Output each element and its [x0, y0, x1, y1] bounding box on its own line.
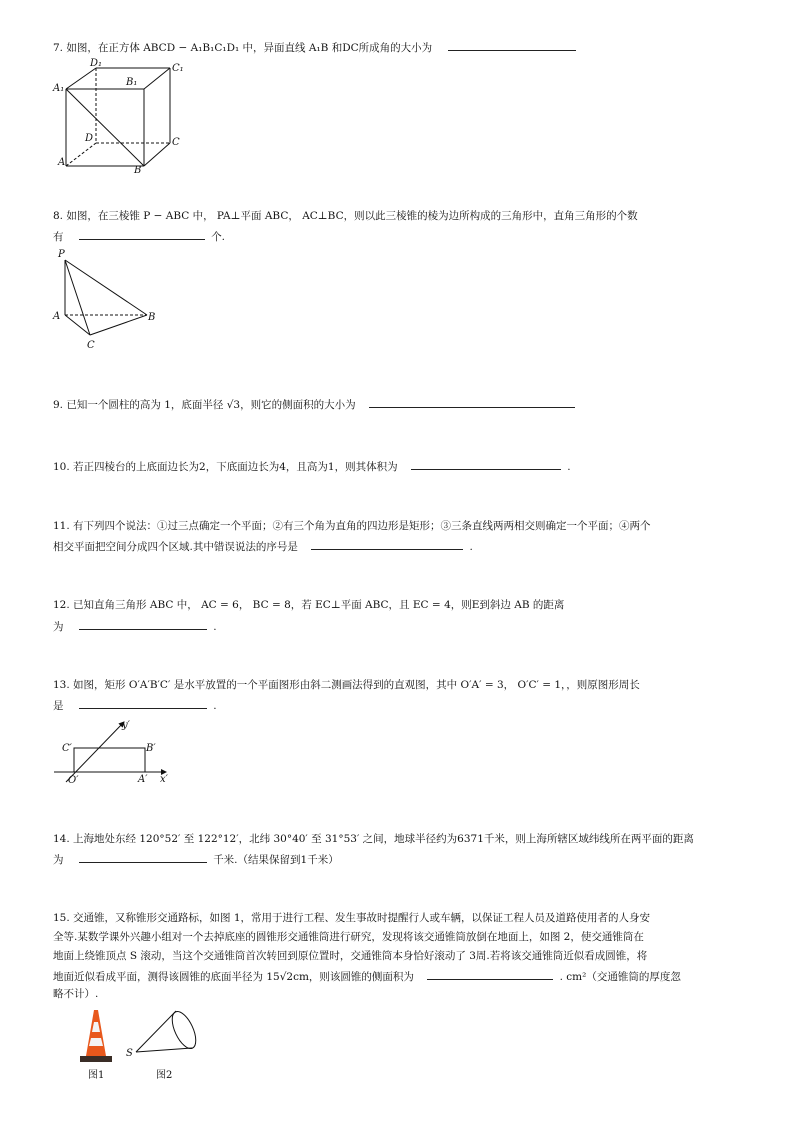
oblique-label-o: O′ — [68, 775, 79, 786]
cube-label-c: C — [172, 137, 180, 148]
cube-label-d: D — [85, 133, 94, 144]
q15-line1: 15. 交通锥，又称锥形交通路标，如图 1，常用于进行工程、发生事故时提醒行人或车辆，以保证工程人员及道路使用者的人身安 — [53, 912, 651, 924]
q14-line2: 为 千米.（结果保留到1千米） — [53, 851, 339, 867]
q7-answer-blank[interactable] — [448, 39, 576, 51]
q12-line2: 为 . — [53, 618, 217, 634]
q15-line2: 全等.某数学课外兴趣小组对一个去掉底座的圆锥形交通锥筒进行研究，发现将该交通锥筒放倒在地面上，如图 2，使交通锥筒在 — [53, 931, 644, 943]
q8-answer-blank[interactable] — [79, 228, 205, 240]
q13-line1: 13. 如图，矩形 O′A′B′C′ 是水平放置的一个平面图形由斜二测画法得到的直观图，其中 O′A′ = 3， O′C′ = 1，，则原图形周长 — [53, 679, 640, 691]
q10-answer-blank[interactable] — [411, 458, 561, 470]
cube-label-a1: A₁ — [53, 83, 65, 94]
q11-line1: 11. 有下列四个说法：①过三点确定一个平面；②有三个角为直角的四边形是矩形；③三条直线两两相交则确定一个平面；④两个 — [53, 520, 651, 532]
q15-line3: 地面上绕锥顶点 S 滚动，当这个交通锥筒首次转回到原位置时，交通锥筒本身恰好滚动了 3周.若将该交通锥筒近似看成圆锥，将 — [53, 950, 648, 962]
tetra-label-c: C — [87, 340, 95, 351]
q11-answer-blank[interactable] — [311, 538, 463, 550]
q12-answer-blank[interactable] — [79, 618, 207, 630]
q9-text: 9. 已知一个圆柱的高为 1，底面半径 √3，则它的侧面积的大小为 — [53, 396, 578, 412]
oblique-label-a: A′ — [138, 774, 148, 785]
q11-line2: 相交平面把空间分成四个区域.其中错误说法的序号是 . — [53, 538, 473, 554]
cube-label-b: B — [134, 165, 142, 176]
q15-line4: 地面近似看成平面，测得该圆锥的底面半径为 15√2cm，则该圆锥的侧面积为 . cm²（交通锥筒的厚度忽 — [53, 968, 681, 984]
traffic-cone-figure — [72, 1008, 132, 1084]
q8-line1: 8. 如图，在三棱锥 P − ABC 中， PA⊥平面 ABC， AC⊥BC，则以此三棱锥的棱为边所构成的三角形中，直角三角形的个数 — [53, 210, 638, 222]
q7-text: 7. 如图，在正方体 ABCD − A₁B₁C₁D₁ 中，异面直线 A₁B 和DC所成角的大小为 — [53, 39, 579, 55]
oblique-figure — [50, 716, 180, 786]
q13-answer-blank[interactable] — [79, 697, 207, 709]
q13-line2: 是 . — [53, 697, 217, 713]
cone-label-s: S — [126, 1048, 133, 1059]
q10-text: 10. 若正四棱台的上底面边长为2，下底面边长为4，且高为1，则其体积为 . — [53, 458, 571, 474]
tetra-label-b: B — [148, 312, 156, 323]
q9-answer-blank[interactable] — [369, 396, 575, 408]
tetra-label-a: A — [53, 311, 61, 322]
oblique-label-y: y′ — [122, 720, 130, 731]
q15-line5: 略不计）. — [53, 988, 99, 1000]
cube-label-c1: C₁ — [172, 63, 184, 74]
q12-line1: 12. 已知直角三角形 ABC 中， AC = 6， BC = 8，若 EC⊥平面 ABC，且 EC = 4，则E到斜边 AB 的距离 — [53, 599, 565, 611]
tetrahedron-figure — [50, 245, 160, 355]
oblique-label-c: C′ — [62, 743, 72, 754]
q8-line2: 有 个. — [53, 228, 225, 244]
fig2-caption: 图2 — [156, 1070, 173, 1081]
tetra-label-p: P — [58, 249, 65, 260]
cube-figure — [50, 55, 190, 175]
cube-label-a: A — [58, 157, 66, 168]
cube-label-d1: D₁ — [90, 58, 103, 69]
oblique-label-b: B′ — [146, 743, 156, 754]
q14-line1: 14. 上海地处东经 120°52′ 至 122°12′，北纬 30°40′ 至 31°53′ 之间，地球半径约为6371千米，则上海所辖区域纬线所在两平面的距离 — [53, 833, 694, 845]
cube-label-b1: B₁ — [126, 77, 138, 88]
q15-answer-blank[interactable] — [427, 968, 553, 980]
rolling-cone-figure — [126, 1008, 226, 1084]
fig1-caption: 图1 — [88, 1070, 105, 1081]
q14-answer-blank[interactable] — [79, 851, 207, 863]
oblique-label-x: x′ — [160, 774, 168, 785]
